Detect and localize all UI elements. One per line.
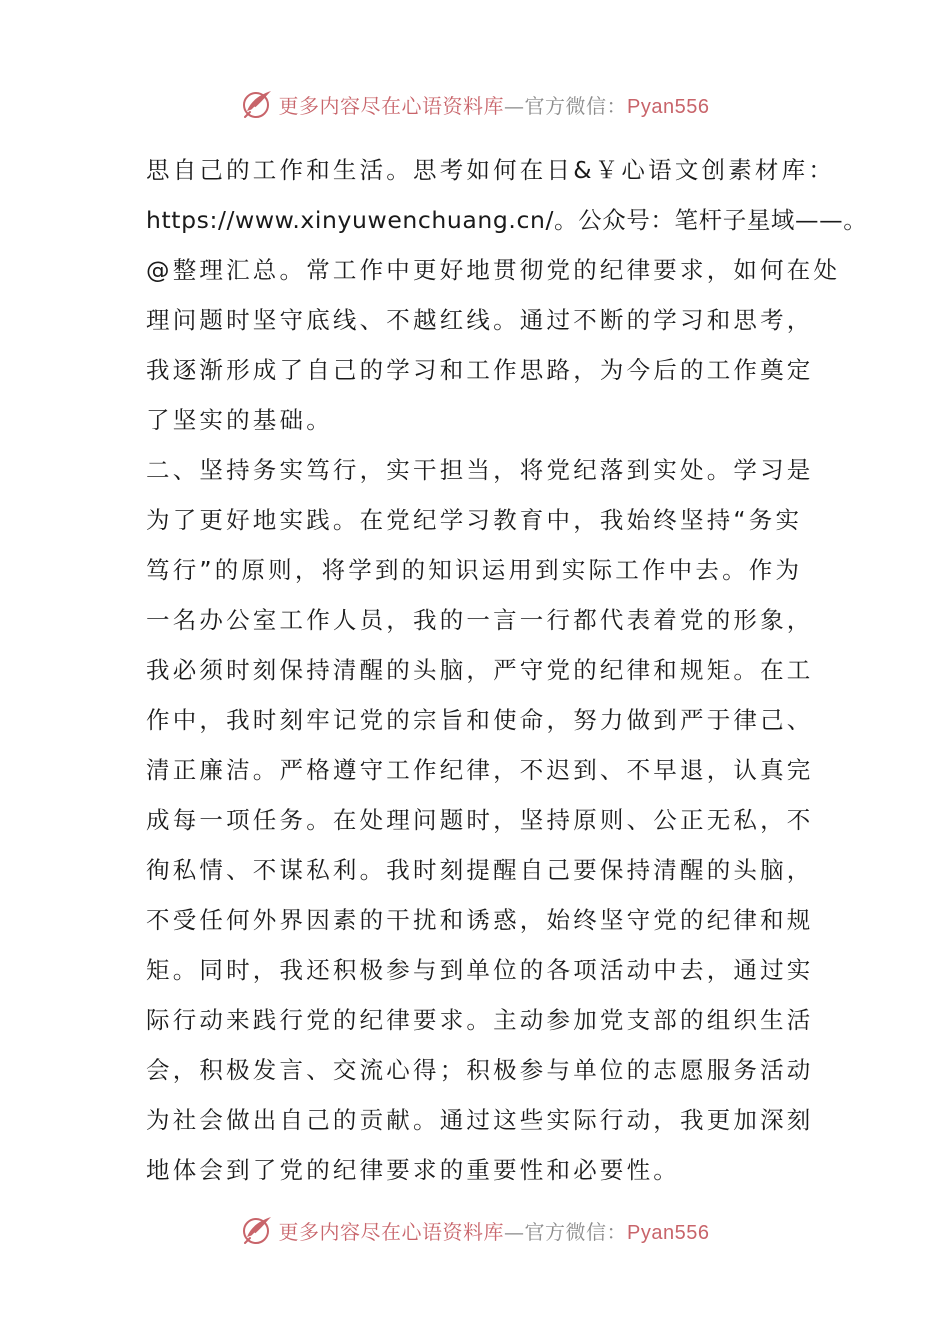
banner-brand: 更多内容尽在心语资料库 bbox=[278, 93, 505, 118]
body-line: 为了更好地实践。在党纪学习教育中，我始终坚持“务实 bbox=[146, 506, 803, 534]
body-line: 理问题时坚守底线、不越红线。通过不断的学习和思考， bbox=[146, 306, 814, 334]
body-line: 为社会做出自己的贡献。通过这些实际行动，我更加深刻 bbox=[146, 1106, 814, 1134]
banner-official-label: 官方微信： bbox=[524, 1219, 628, 1244]
body-line: 一名办公室工作人员，我的一言一行都代表着党的形象， bbox=[146, 606, 814, 634]
banner-text bbox=[279, 1216, 710, 1245]
body-line: 不受任何外界因素的干扰和诱惑，始终坚守党的纪律和规 bbox=[146, 906, 814, 934]
body-line: 会，积极发言、交流心得；积极参与单位的志愿服务活动 bbox=[146, 1056, 814, 1084]
body-line: 笃行”的原则，将学到的知识运用到实际工作中去。作为 bbox=[146, 556, 803, 584]
body-line: 成每一项任务。在处理问题时，坚持原则、公正无私，不 bbox=[146, 806, 814, 834]
body-line: 了坚实的基础。 bbox=[146, 406, 333, 434]
body-line: 我逐渐形成了自己的学习和工作思路，为今后的工作奠定 bbox=[146, 356, 814, 384]
body-line: 二、坚持务实笃行，实干担当，将党纪落到实处。学习是 bbox=[146, 456, 814, 484]
body-line: 矩。同时，我还积极参与到单位的各项活动中去，通过实 bbox=[146, 956, 814, 984]
pen-feather-logo-icon bbox=[241, 87, 275, 121]
banner-wechat-id: Pyan556 bbox=[627, 1221, 710, 1244]
body-line: 思自己的工作和生活。思考如何在日&￥心语文创素材库： bbox=[146, 156, 836, 184]
body-line: 作中，我时刻牢记党的宗旨和使命，努力做到严于律己、 bbox=[146, 706, 814, 734]
footer-banner bbox=[0, 1210, 950, 1250]
banner-separator: — bbox=[504, 1219, 525, 1244]
body-line: 际行动来践行党的纪律要求。主动参加党支部的组织生活 bbox=[146, 1006, 814, 1034]
body-line: 我必须时刻保持清醒的头脑，严守党的纪律和规矩。在工 bbox=[146, 656, 814, 684]
body-line-url: https://www.xinyuwenchuang.cn/。公众号：笔杆子星域——。 bbox=[146, 206, 868, 234]
banner-separator: — bbox=[504, 93, 525, 118]
pen-feather-logo-icon bbox=[241, 1213, 275, 1247]
body-line: 清正廉洁。严格遵守工作纪律，不迟到、不早退，认真完 bbox=[146, 756, 814, 784]
header-banner bbox=[0, 84, 950, 124]
body-line: 徇私情、不谋私利。我时刻提醒自己要保持清醒的头脑， bbox=[146, 856, 814, 884]
banner-brand: 更多内容尽在心语资料库 bbox=[278, 1219, 505, 1244]
document-body bbox=[146, 145, 868, 1195]
banner-official-label: 官方微信： bbox=[524, 93, 628, 118]
banner-text bbox=[279, 90, 710, 119]
banner-wechat-id: Pyan556 bbox=[627, 95, 710, 118]
body-line: @整理汇总。常工作中更好地贯彻党的纪律要求，如何在处 bbox=[146, 256, 841, 284]
body-line: 地体会到了党的纪律要求的重要性和必要性。 bbox=[146, 1156, 680, 1184]
